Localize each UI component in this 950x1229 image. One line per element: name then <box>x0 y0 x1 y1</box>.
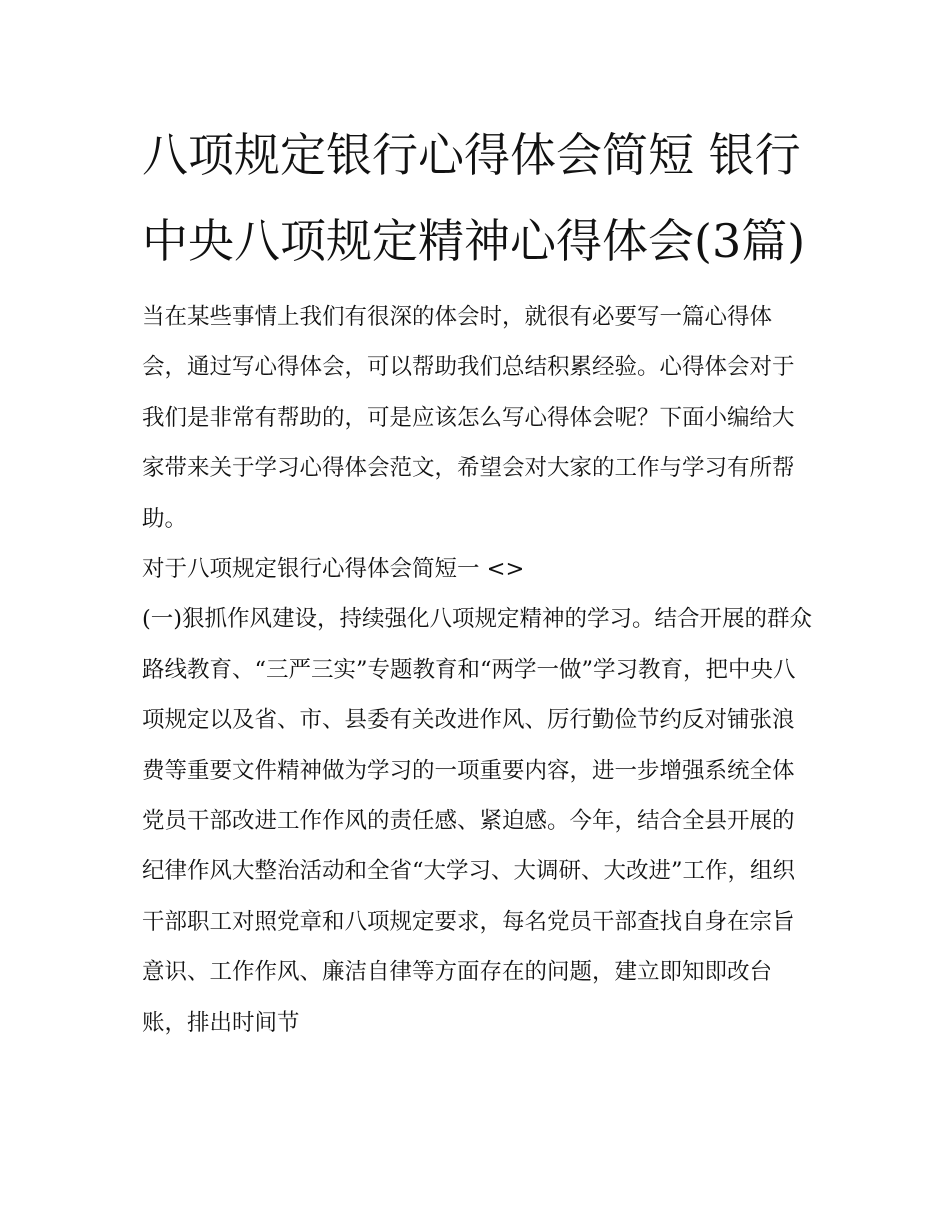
intro-paragraph: 当在某些事情上我们有很深的体会时，就很有必要写一篇心得体会，通过写心得体会，可以帮助我们总结积累经验。心得体会对于我们是非常有帮助的，可是应该怎么写心得体会呢？下面小编给大家带来关于学习心得体会范文，希望会对大家的工作与学习有所帮助。 <box>142 304 795 532</box>
body-paragraph: (一)狠抓作风建设，持续强化八项规定精神的学习。结合开展的群众路线教育、“三严三实”专题教育和“两学一做”学习教育，把中央八项规定以及省、市、县委有关改进作风、厉行勤俭节约反对铺张浪费等重要文件精神做为学习的一项重要内容，进一步增强系统全体党员干部改进工作作风的责任感、紧迫感。今年，结合全县开展的纪律作风大整治活动和全省“大学习、大调研、大改进”工作，组织干部职工对照党章和八项规定要求，每名党员干部查找自身在宗旨意识、工作作风、廉洁自律等方面存在的问题，建立即知即改台账，排出时间节 <box>142 606 813 1036</box>
document-body <box>142 292 814 1048</box>
section-heading: 对于八项规定银行心得体会简短一 <> <box>142 556 525 583</box>
document-content <box>142 112 814 1048</box>
document-title: 八项规定银行心得体会简短 银行中央八项规定精神心得体会(3篇) <box>142 128 806 268</box>
